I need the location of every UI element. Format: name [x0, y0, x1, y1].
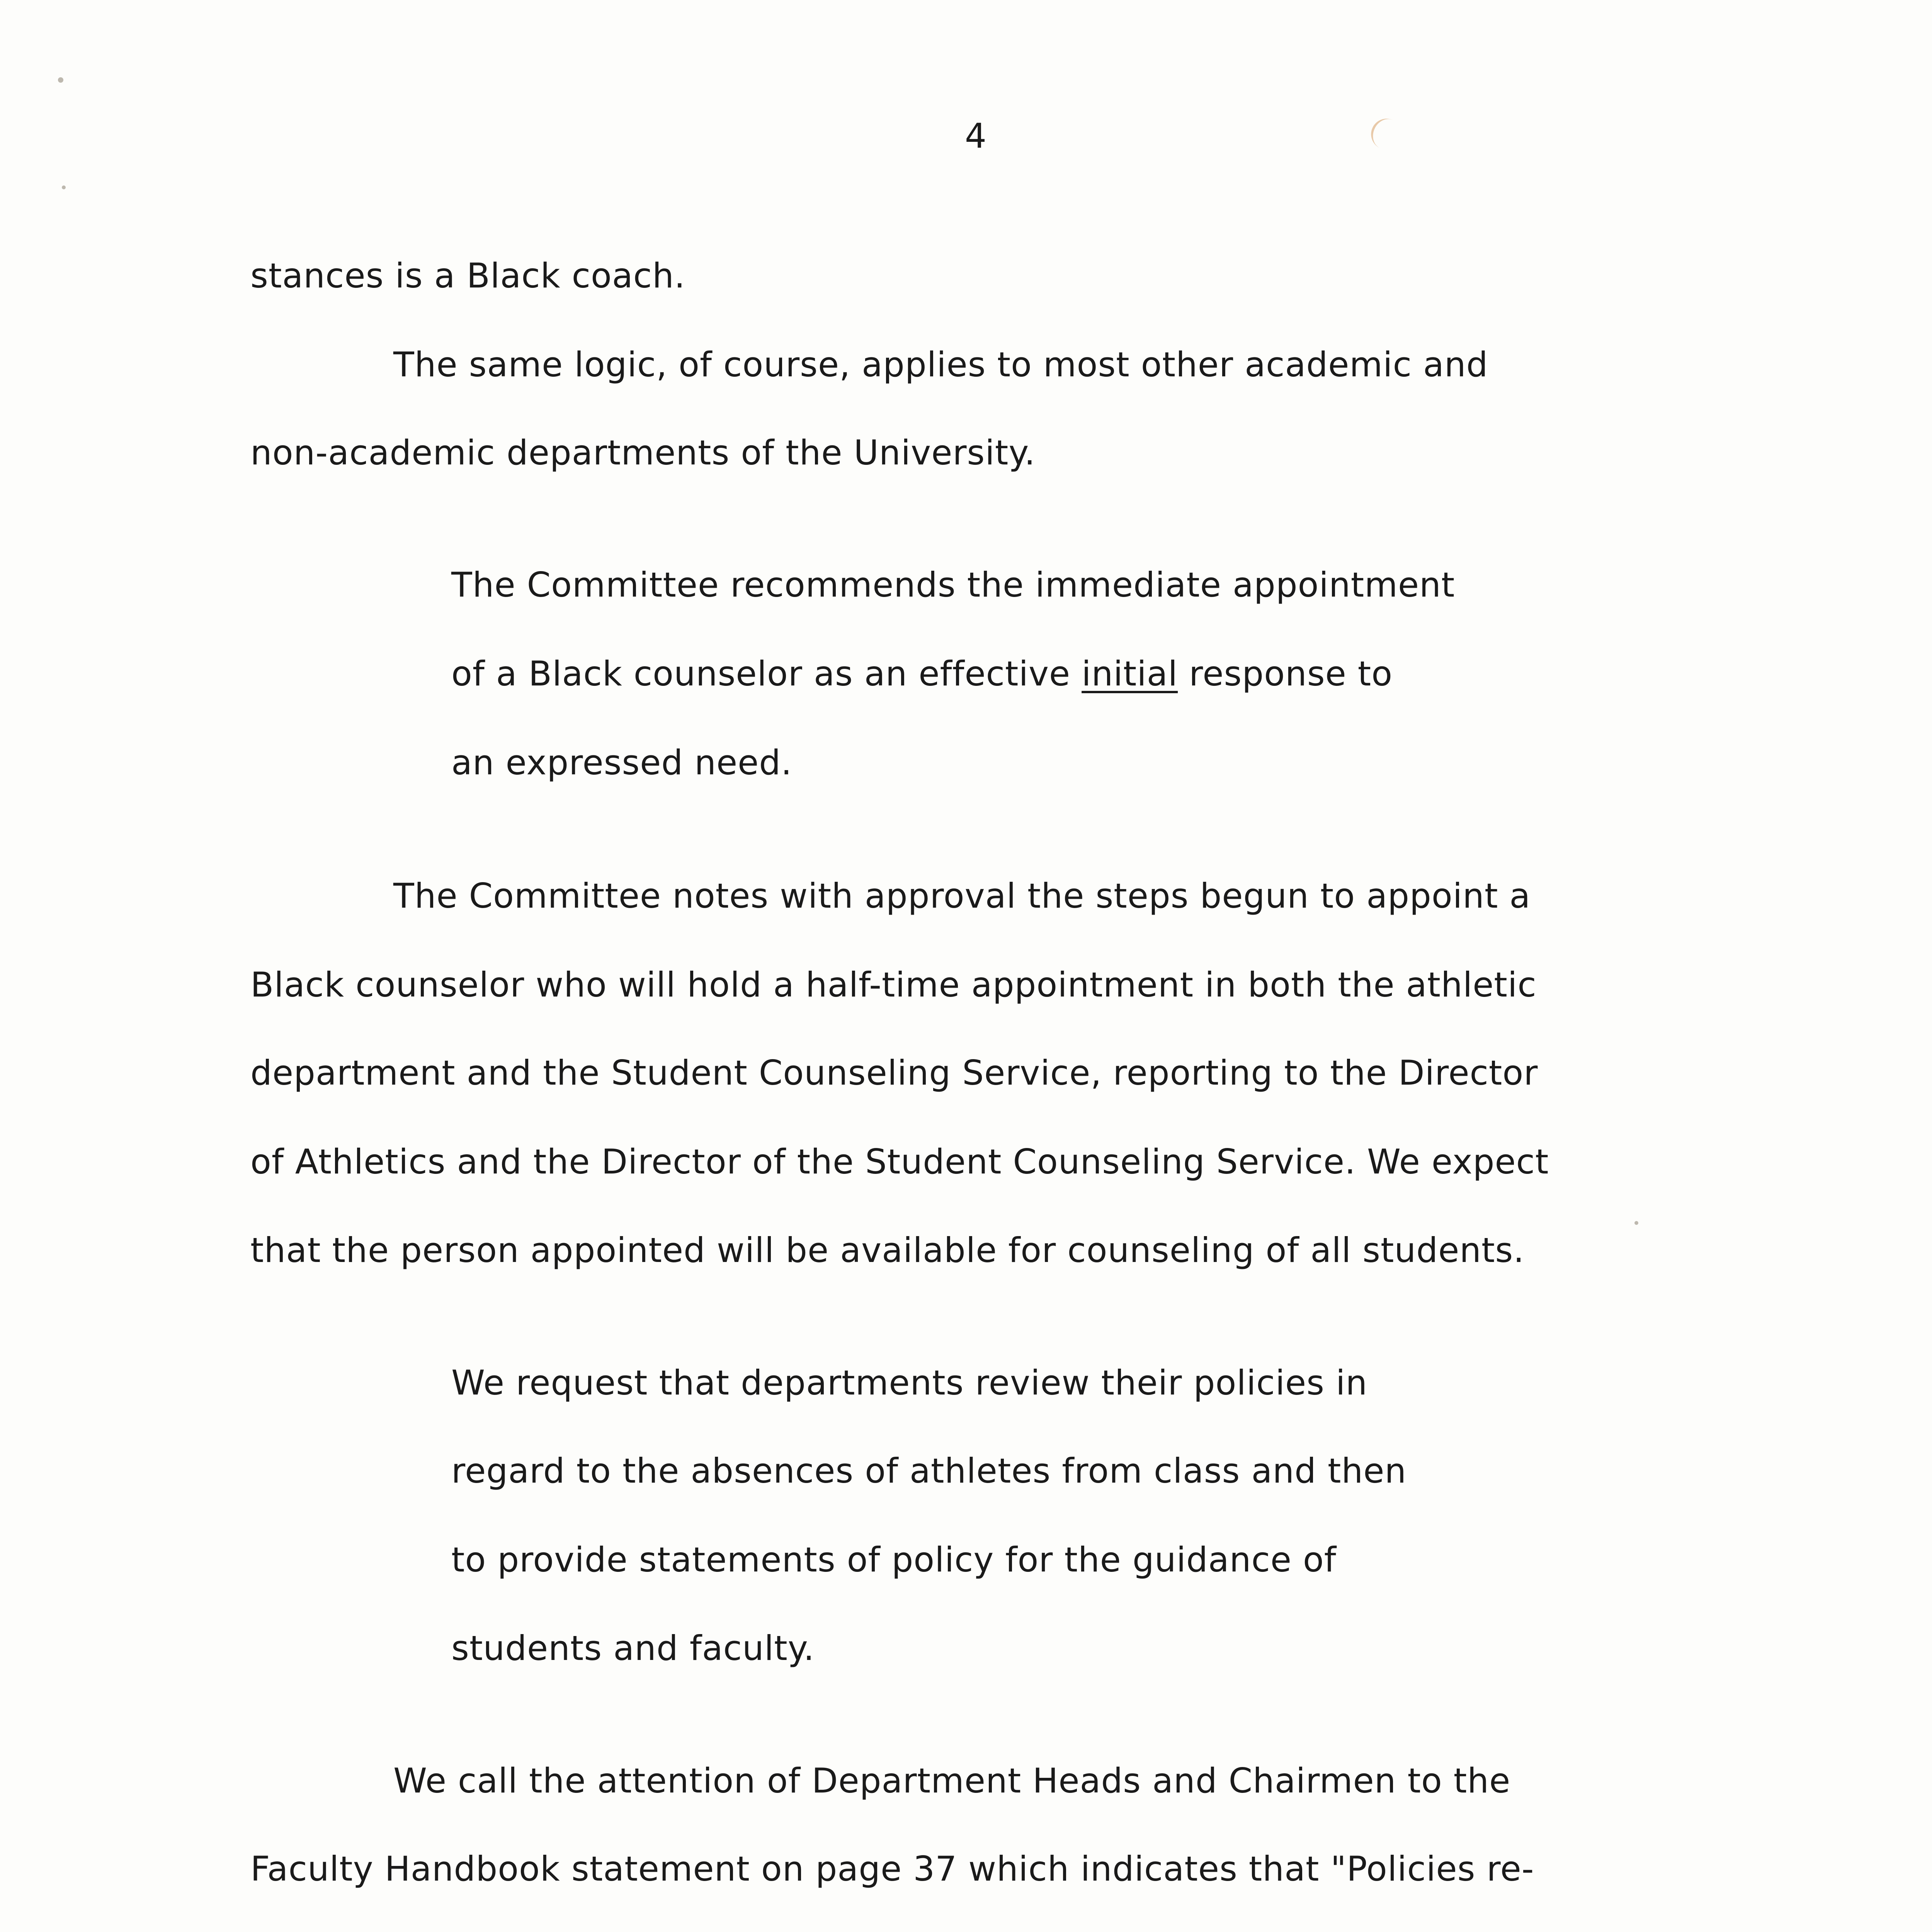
- line-segment: of a Black counselor as an effective: [451, 654, 1082, 694]
- body-line: department and the Student Counseling Service, reporting to the Director: [250, 1053, 1538, 1093]
- body-line: stances is a Black coach.: [250, 256, 685, 296]
- page-number: 4: [965, 116, 986, 156]
- recommendation-line: students and faculty.: [451, 1628, 815, 1668]
- body-line: Faculty Handbook statement on page 37 which indicates that "Policies re-: [250, 1849, 1534, 1889]
- emphasis-underlined: initial: [1082, 654, 1178, 694]
- recommendation-line: The Committee recommends the immediate appointment: [451, 565, 1455, 605]
- recommendation-line: to provide statements of policy for the guidance of: [451, 1540, 1337, 1580]
- body-line: Black counselor who will hold a half-time appointment in both the athletic: [250, 965, 1537, 1005]
- body-line: We call the attention of Department Heads and Chairmen to the: [393, 1761, 1511, 1801]
- recommendation-line: regard to the absences of athletes from class and then: [451, 1451, 1407, 1491]
- body-line: non-academic departments of the University.: [250, 433, 1036, 473]
- recommendation-line: an expressed need.: [451, 743, 793, 782]
- paper-speck: [1634, 1221, 1638, 1225]
- body-line: The same logic, of course, applies to most other academic and: [393, 345, 1488, 384]
- paper-speck: [62, 185, 66, 189]
- body-line: that the person appointed will be available for counseling of all students.: [250, 1230, 1525, 1270]
- line-segment: response to: [1178, 654, 1393, 694]
- body-line: The Committee notes with approval the steps begun to appoint a: [393, 876, 1531, 916]
- recommendation-line: [451, 654, 1393, 694]
- paper-speck: [58, 77, 63, 83]
- recommendation-line: We request that departments review their policies in: [451, 1363, 1368, 1403]
- body-line: of Athletics and the Director of the Student Counseling Service. We expect: [250, 1142, 1549, 1182]
